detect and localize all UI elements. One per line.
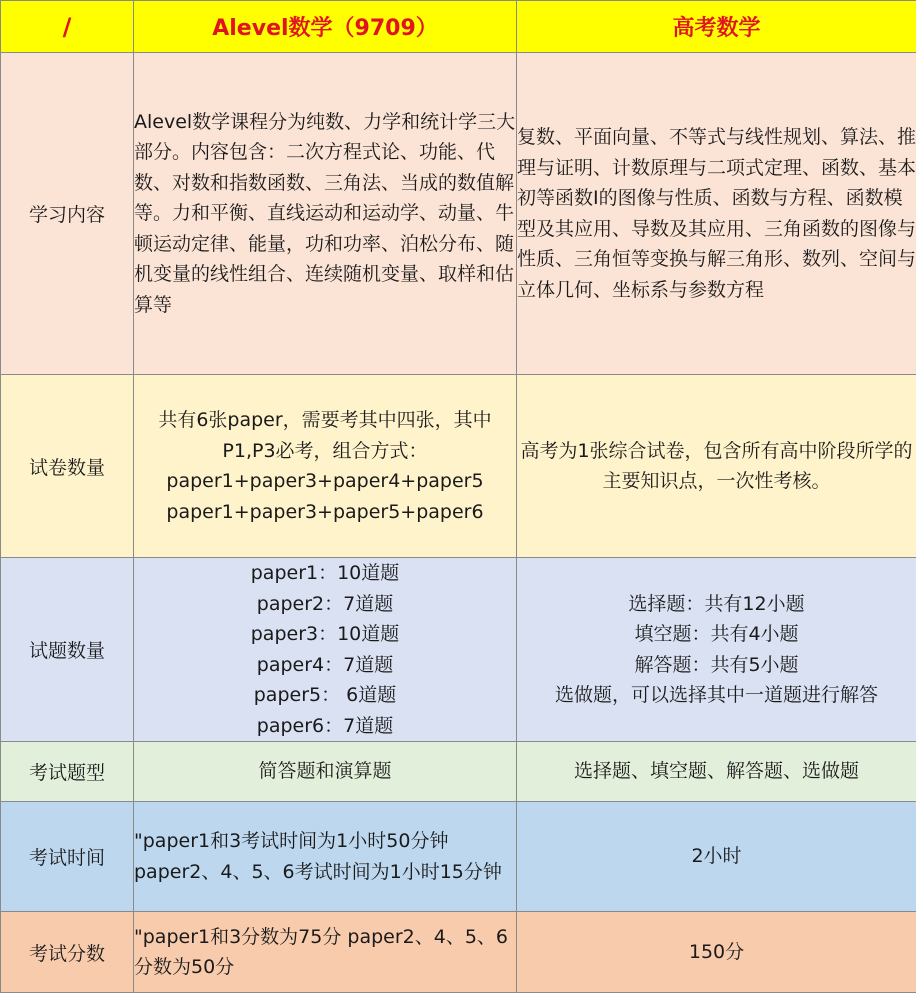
- text-line: 选择题：共有12小题: [517, 589, 916, 620]
- row-label: 考试时间: [1, 802, 134, 912]
- row-question-count: [1, 558, 916, 742]
- row-label: 试题数量: [1, 558, 134, 742]
- text-line: 解答题：共有5小题: [517, 650, 916, 681]
- row-label: 试卷数量: [1, 375, 134, 558]
- text-line: paper1+paper3+paper5+paper6: [134, 497, 516, 528]
- header-alevel: Alevel数学（9709）: [134, 1, 517, 53]
- header-gaokao: 高考数学: [517, 1, 916, 53]
- text-line: paper3：10道题: [134, 619, 516, 650]
- row-exam-score: [1, 912, 916, 993]
- text-line: P1,P3必考，组合方式：: [134, 436, 516, 467]
- text-line: 填空题：共有4小题: [517, 619, 916, 650]
- text-line: paper4：7道题: [134, 650, 516, 681]
- row-exam-time: [1, 802, 916, 912]
- alevel-exam-score: "paper1和3分数为75分 paper2、4、5、6分数为50分: [134, 912, 517, 993]
- alevel-paper-count: [134, 375, 517, 558]
- header-corner: /: [1, 1, 134, 53]
- row-study-content: [1, 53, 916, 375]
- row-label: 考试分数: [1, 912, 134, 993]
- alevel-question-types: 简答题和演算题: [134, 742, 517, 802]
- alevel-study-content: Alevel数学课程分为纯数、力学和统计学三大部分。内容包含：二次方程式论、功能、代数、对数和指数函数、三角法、当成的数值解等。力和平衡、直线运动和运动学、动量、牛顿运动定律、能量，功和功率、泊松分布、随机变量的线性组合、连续随机变量、取样和估算等: [134, 53, 517, 375]
- text-line: paper5： 6道题: [134, 680, 516, 711]
- row-label: 学习内容: [1, 53, 134, 375]
- gaokao-question-types: 选择题、填空题、解答题、选做题: [517, 742, 916, 802]
- text-line: paper1+paper3+paper4+paper5: [134, 466, 516, 497]
- alevel-exam-time: "paper1和3考试时间为1小时50分钟 paper2、4、5、6考试时间为1小时15分钟: [134, 802, 517, 912]
- header-row: [1, 1, 916, 53]
- text-line: paper2：7道题: [134, 589, 516, 620]
- gaokao-exam-time: 2小时: [517, 802, 916, 912]
- alevel-question-count: [134, 558, 517, 742]
- row-label: 考试题型: [1, 742, 134, 802]
- text-line: paper6：7道题: [134, 711, 516, 742]
- text-line: paper1：10道题: [134, 558, 516, 589]
- row-paper-count: [1, 375, 916, 558]
- gaokao-exam-score: 150分: [517, 912, 916, 993]
- gaokao-question-count: [517, 558, 916, 742]
- text-line: 选做题，可以选择其中一道题进行解答: [517, 680, 916, 711]
- gaokao-study-content: 复数、平面向量、不等式与线性规划、算法、推理与证明、计数原理与二项式定理、函数、基本初等函数Ⅰ的图像与性质、函数与方程、函数模型及其应用、导数及其应用、三角函数的图像与性质、三角恒等变换与解三角形、数列、空间与立体几何、坐标系与参数方程: [517, 53, 916, 375]
- text-line: 共有6张paper，需要考其中四张，其中: [134, 405, 516, 436]
- row-question-types: [1, 742, 916, 802]
- gaokao-paper-count: 高考为1张综合试卷，包含所有高中阶段所学的主要知识点，一次性考核。: [517, 375, 916, 558]
